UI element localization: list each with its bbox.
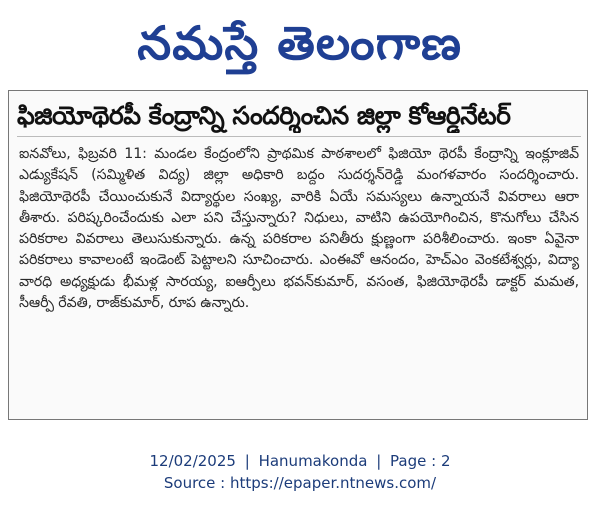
clipping-footer xyxy=(0,450,600,494)
footer-separator: | xyxy=(244,452,250,470)
footer-date: 12/02/2025 xyxy=(149,452,236,470)
footer-dateline xyxy=(0,450,600,472)
footer-separator: | xyxy=(376,452,382,470)
newspaper-logo: నమస్తే తెలంగాణ xyxy=(137,16,463,70)
footer-edition: Hanumakonda xyxy=(258,452,368,470)
footer-page: Page : 2 xyxy=(390,452,451,470)
masthead xyxy=(0,6,600,80)
article-clipping xyxy=(8,90,588,420)
footer-source[interactable]: Source : https://epaper.ntnews.com/ xyxy=(163,474,437,492)
article-body: ఐనవోలు, ఫిబ్రవరి 11: మండల కేంద్రంలోని ప్రాథమిక పాఠశాలలో ఫిజియో థెరపీ కేంద్రాన్ని ఇంక్లూజివ్ ఎడ్యుకేషన్ (సమ్మిళిత విద్య) జిల్లా అధికారి బద్దం సుదర్శన్‌రెడ్డి మంగళవారం సందర్శించారు. ఫిజియోథెరపీ చేయించుకునే విద్యార్థుల సంఖ్య, వారికి ఏయే సమస్యలు ఉన్నాయనే వివరాలు ఆరా తీశారు. పరిష్కరించేందుకు ఎలా పని చేస్తున్నారు? నిధులు, వాటిని ఉపయోగించిన, కొనుగోలు చేసిన పరికరాల వివరాలు తెలుసుకున్నారు. ఉన్న పరికరాల పనితీరు క్షుణ్ణంగా పరిశీలించారు. ఇంకా ఏవైనా పరికరాలు కావాలంటే ఇండెంట్ పెట్టాలని సూచించారు. ఎంఈవో ఆనందం, హెచ్ఎం వెంకటేశ్వర్లు, విద్యా వారధి అధ్యక్షుడు భీమళ్ల సారయ్య, ఐఆర్పీలు భవన్‌కుమార్, వసంత, ఫిజియోథెరపీ డాక్టర్ మమత, సీఆర్పీ రేవతి, రాజ్‌కుమార్, రూప ఉన్నారు. xyxy=(19,146,579,312)
headline-divider xyxy=(17,136,581,137)
article-headline: ఫిజియోథెరపీ కేంద్రాన్ని సందర్శించిన జిల్లా కోఆర్డినేటర్ xyxy=(17,101,511,130)
